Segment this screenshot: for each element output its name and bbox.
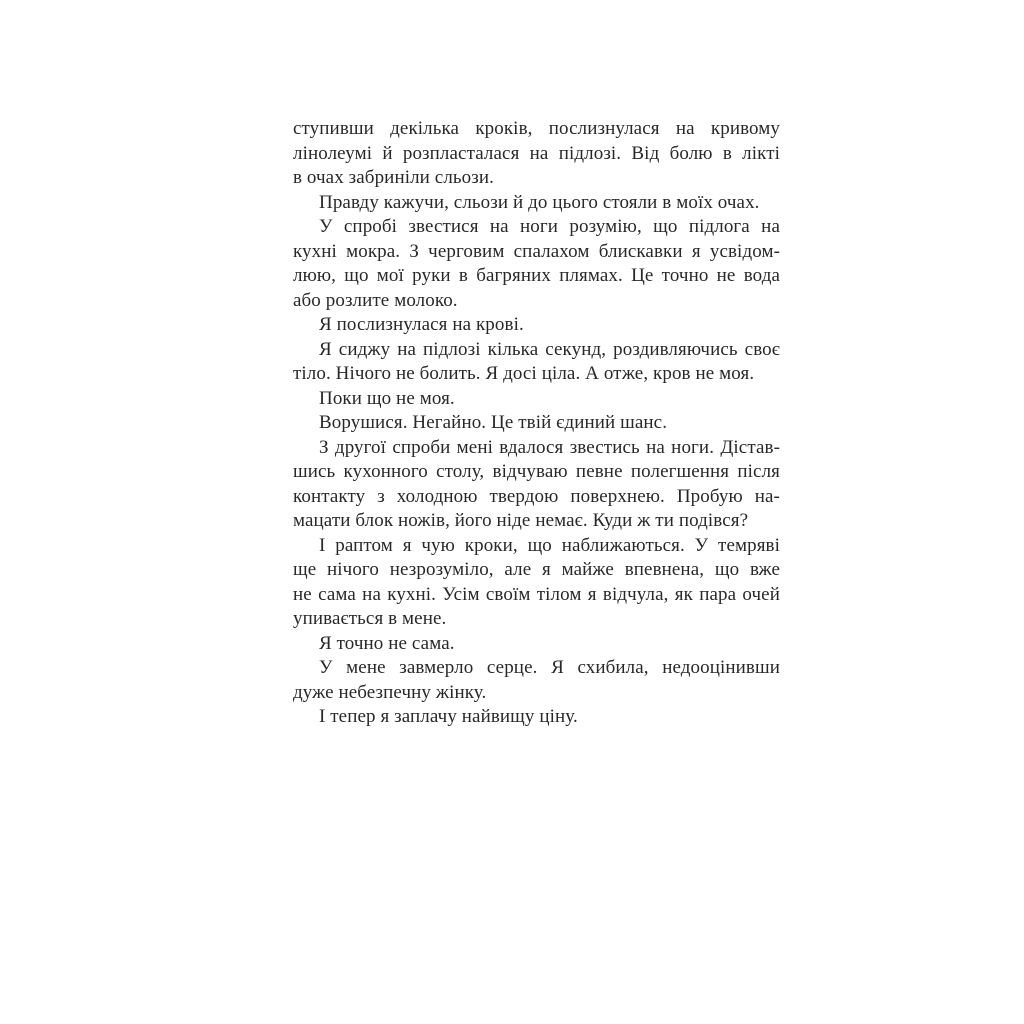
text-line: Я сиджу на підлозі кілька секунд, роздивляючись своє	[319, 338, 780, 360]
text-line: не сама на кухні. Усім своїм тілом я відчула, як пара очей	[293, 583, 780, 605]
text-line: Я точно не сама.	[319, 632, 455, 654]
text-line: І тепер я заплачу найвищу ціну.	[319, 706, 578, 727]
text-line: У мене завмерло серце. Я схибила, недооцінивши	[319, 657, 780, 678]
text-line: або розлите молоко.	[293, 289, 458, 311]
text-line: в очах забриніли сльози.	[293, 167, 494, 188]
text-line: Поки що не моя.	[319, 387, 455, 409]
text-line: І раптом я чую кроки, що наближаються. У темряві	[319, 534, 780, 556]
text-line: контакту з холодною твердою поверхнею. Пробую на-	[293, 485, 780, 507]
text-line: тіло. Нічого не болить. Я досі ціла. А отже, кров не моя.	[293, 363, 755, 384]
text-line: кухні мокра. З черговим спалахом блискавки я усвідом-	[293, 240, 780, 262]
text-line: Правду кажучи, сльози й до цього стояли в моїх очах.	[319, 191, 760, 213]
text-line: Ворушися. Негайно. Це твій єдиний шанс.	[319, 412, 668, 433]
text-line: люю, що мої руки в багряних плямах. Це точно не вода	[293, 265, 780, 286]
text-line: упивається в мене.	[293, 608, 447, 629]
body-text	[293, 117, 780, 730]
text-line: лінолеумі й розпласталася на підлозі. Від болю в лікті	[293, 142, 780, 164]
text-line: У спробі звестися на ноги розумію, що підлога на	[319, 216, 780, 237]
text-line: мацати блок ножів, його ніде немає. Куди ж ти подівся?	[293, 510, 749, 531]
text-line: Я послизнулася на крові.	[319, 314, 524, 335]
text-line: З другої спроби мені вдалося звестись на ноги. Дістав-	[319, 436, 780, 458]
text-line: дуже небезпечну жінку.	[293, 681, 487, 703]
text-line: ще нічого незрозуміло, але я майже впевнена, що вже	[293, 559, 780, 580]
text-line: шись кухонного столу, відчуваю певне полегшення після	[293, 461, 780, 482]
text-line: ступивши декілька кроків, послизнулася на кривому	[293, 118, 780, 139]
